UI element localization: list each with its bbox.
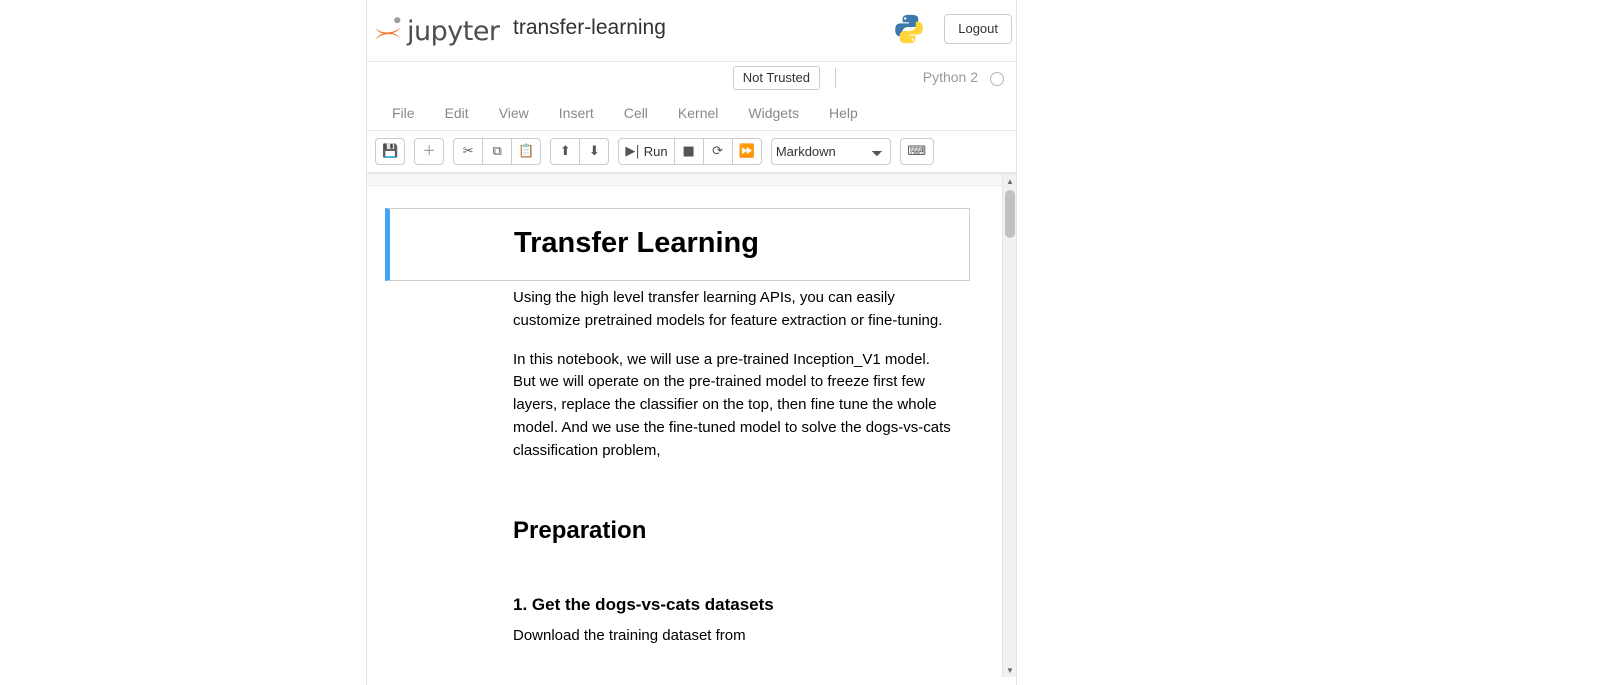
markdown-rendered-preparation: [385, 517, 970, 545]
scroll-up-arrow-icon[interactable]: ▲: [1003, 174, 1017, 188]
notebook-cell-datasets[interactable]: [385, 561, 970, 670]
notebook-title[interactable]: transfer-learning: [513, 16, 666, 39]
notebook-header: [367, 0, 1016, 62]
insert-cell-below-button[interactable]: [414, 138, 444, 165]
run-cell-button[interactable]: [618, 138, 674, 165]
move-group: [550, 138, 609, 165]
trust-status-badge[interactable]: Not Trusted: [733, 66, 820, 90]
run-group: [618, 138, 761, 165]
paragraph-download: Download the training dataset from: [513, 626, 746, 644]
menu-file[interactable]: File: [392, 105, 415, 121]
notebook-scrollbar[interactable]: [1002, 174, 1016, 677]
kernel-idle-indicator-icon: [990, 72, 1004, 86]
move-cell-down-button[interactable]: [579, 138, 609, 165]
paragraph-inception: In this notebook, we will use a pre-trained Inception_V1 model. But we will operate on the pre-trained model to freeze first few layers, replace the classifier on the top, then fine tune the whole model. And we use the fine-tuned model to solve the dogs-vs-cats classification problem,: [513, 350, 951, 459]
heading-get-datasets: 1. Get the dogs-vs-cats datasets: [513, 594, 774, 614]
scrollbar-thumb[interactable]: [1005, 190, 1015, 238]
menu-help[interactable]: Help: [828, 105, 858, 121]
markdown-rendered-title: [390, 227, 969, 260]
notebook-scroll-top-strip: [367, 174, 1016, 186]
menu-edit[interactable]: Edit: [444, 105, 469, 121]
arrow-down-icon: ⬇: [588, 144, 600, 159]
markdown-rendered-intro: [385, 287, 970, 463]
kernel-status-row: [367, 62, 1016, 96]
menu-cell[interactable]: Cell: [623, 105, 648, 121]
menu-widgets[interactable]: Widgets: [748, 105, 799, 121]
restart-and-run-all-button[interactable]: [732, 138, 762, 165]
scissors-icon: ✂: [462, 144, 474, 159]
cut-cell-button[interactable]: [453, 138, 483, 165]
menu-view[interactable]: View: [498, 105, 529, 121]
save-button[interactable]: [375, 138, 405, 165]
jupyter-logo-text: jupyter: [407, 15, 500, 47]
clipboard-group: [453, 138, 541, 165]
menu-kernel[interactable]: Kernel: [677, 105, 719, 121]
kernel-name-label: Python 2: [922, 69, 978, 85]
plus-icon: ＋: [422, 144, 436, 159]
run-icon: ▶|: [625, 144, 640, 159]
open-command-palette-button[interactable]: [900, 138, 934, 165]
keyboard-group: [900, 138, 934, 165]
move-cell-up-button[interactable]: [550, 138, 580, 165]
notebook-cell-container: [367, 186, 1002, 677]
insert-group: [414, 138, 444, 165]
jupyter-logo-icon: [371, 14, 405, 48]
copy-icon: ⧉: [492, 144, 502, 159]
jupyter-notebook-window: [366, 0, 1017, 685]
copy-cell-button[interactable]: [482, 138, 512, 165]
keyboard-icon: ⌨: [907, 144, 927, 159]
interrupt-kernel-button[interactable]: [674, 138, 704, 165]
jupyter-logo[interactable]: [371, 12, 500, 50]
menu-bar-region: [367, 62, 1016, 131]
run-button-label: Run: [643, 144, 668, 159]
markdown-rendered-datasets: [385, 595, 970, 648]
stop-icon: ■: [682, 144, 695, 159]
notebook-cell-intro[interactable]: [385, 281, 970, 485]
arrow-up-icon: ⬆: [559, 144, 571, 159]
restart-kernel-button[interactable]: [703, 138, 733, 165]
page-background-left: [0, 0, 366, 685]
notebook-toolbar: [367, 131, 1016, 173]
restart-icon: ⟳: [712, 144, 724, 159]
python-logo-icon: [892, 12, 926, 46]
menu-bar: [367, 96, 1016, 130]
cell-type-select[interactable]: [771, 138, 891, 165]
paste-icon: 📋: [518, 144, 535, 159]
heading-transfer-learning: Transfer Learning: [514, 227, 759, 259]
notebook-body: [367, 173, 1016, 677]
notebook-cell-preparation[interactable]: [385, 485, 970, 561]
notebook-cell-title[interactable]: [385, 208, 970, 281]
save-group: [375, 138, 405, 165]
fast-forward-icon: ⏩: [738, 144, 755, 159]
kernel-divider: [835, 68, 836, 88]
heading-preparation: Preparation: [513, 516, 647, 544]
menu-insert[interactable]: Insert: [558, 105, 594, 121]
paste-cell-button[interactable]: [511, 138, 541, 165]
save-icon: 💾: [382, 144, 399, 159]
scroll-down-arrow-icon[interactable]: ▼: [1003, 663, 1017, 677]
paragraph-apis: Using the high level transfer learning APIs, you can easily customize pretrained models for feature extraction or fine-tuning.: [513, 289, 943, 329]
logout-button[interactable]: Logout: [944, 14, 1012, 44]
page-background-right: [1017, 0, 1600, 685]
